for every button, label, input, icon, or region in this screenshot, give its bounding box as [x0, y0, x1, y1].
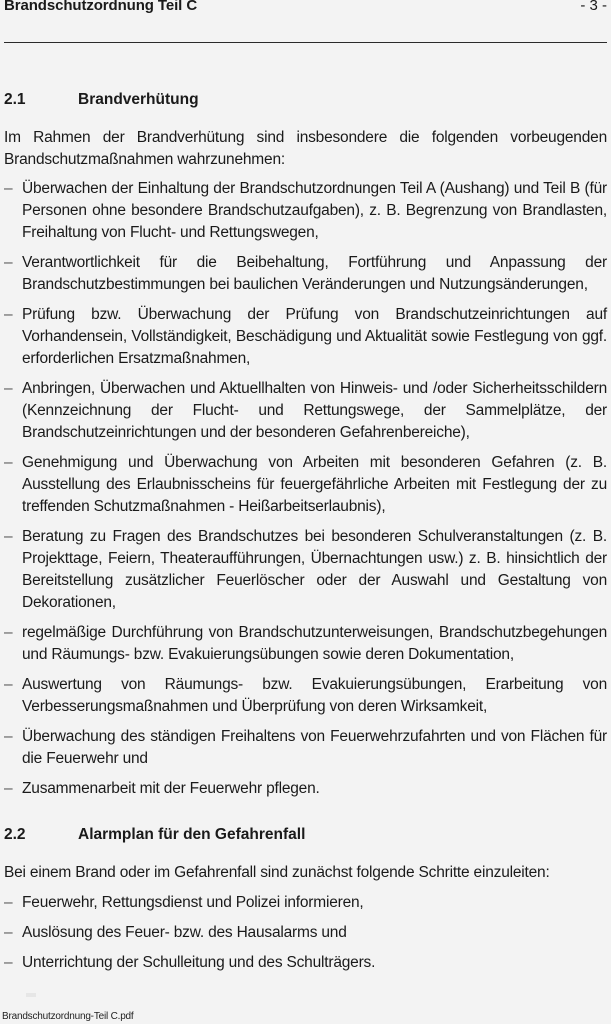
section-number: 2.1 — [4, 91, 26, 108]
list-item: – Anbringen, Überwachen und Aktuellhalten von Hinweis- und /oder Sicherheitsschildern (Kennzeichnung der Flucht- und Rettungswege, der Sammelplätze, der Brandschutzeinrichtungen und der besonderen Gefahrenbereiche), — [4, 380, 607, 441]
section-1-list — [4, 178, 607, 808]
dash-bullet-icon: – — [4, 624, 13, 641]
footer-mark — [26, 993, 36, 997]
dash-bullet-icon: – — [4, 380, 13, 397]
dash-bullet-icon: – — [4, 254, 13, 271]
list-item: – Überwachen der Einhaltung der Brandschutzordnungen Teil A (Aushang) und Teil B (für Personen ohne besondere Brandschutzaufgaben), z. B. Begrenzung von Brandlasten, Freihaltung von Flucht- und Rettungswegen, — [4, 180, 607, 241]
dash-bullet-icon: – — [4, 528, 13, 545]
section-2-list — [4, 892, 607, 982]
dash-bullet-icon: – — [4, 728, 13, 745]
section-number: 2.2 — [4, 826, 26, 843]
dash-bullet-icon: – — [4, 780, 13, 797]
dash-bullet-icon: – — [4, 676, 13, 693]
list-item: – Prüfung bzw. Überwachung der Prüfung von Brandschutzeinrichtungen auf Vorhandensein, Vollständigkeit, Beschädigung und Aktualität sowie Festlegung von ggf. erforderlichen Ersatzmaßnahmen, — [4, 306, 607, 367]
section-title: Brandverhütung — [78, 91, 199, 108]
footer-filename: Brandschutzordnung-Teil C.pdf — [2, 1011, 134, 1022]
section-1-intro: Im Rahmen der Brandverhütung sind insbesondere die folgenden vorbeugenden Brandschutzmaßnahmen wahrzunehmen: — [4, 129, 607, 168]
list-item: – Beratung zu Fragen des Brandschutzes bei besonderen Schulveranstaltungen (z. B. Projekttage, Feiern, Theateraufführungen, Übernachtungen usw.) z. B. hinsichtlich der Bereitstellung zusätzlicher Feuerlöscher oder der Auswahl und Gestaltung von Dekorationen, — [4, 528, 607, 611]
list-item: – Zusammenarbeit mit der Feuerwehr pflegen. — [4, 778, 607, 800]
list-item: – Verantwortlichkeit für die Beibehaltung, Fortführung und Anpassung der Brandschutzbestimmungen bei baulichen Veränderungen und Nutzungsänderungen, — [4, 254, 607, 293]
list-item: – Überwachung des ständigen Freihaltens von Feuerwehrzufahrten und von Flächen für die Feuerwehr und — [4, 728, 607, 767]
list-item: – Unterrichtung der Schulleitung und des Schulträgers. — [4, 952, 607, 974]
dash-bullet-icon: – — [4, 954, 13, 971]
header-rule — [4, 42, 607, 43]
list-item: – Feuerwehr, Rettungsdienst und Polizei informieren, — [4, 892, 607, 914]
page-number: - 3 - — [580, 0, 607, 14]
header-title: Brandschutzordnung Teil C — [4, 0, 198, 14]
section-2-intro: Bei einem Brand oder im Gefahrenfall sind zunächst folgende Schritte einzuleiten: — [4, 864, 550, 881]
section-title: Alarmplan für den Gefahrenfall — [78, 826, 306, 843]
list-item: – Genehmigung und Überwachung von Arbeiten mit besonderen Gefahren (z. B. Ausstellung des Erlaubnisscheins für feuergefährliche Arbeiten mit Festlegung der zu treffenden Schutzmaßnahmen - Heißarbeitserlaubnis), — [4, 454, 607, 515]
dash-bullet-icon: – — [4, 454, 13, 471]
list-item: – Auslösung des Feuer- bzw. des Hausalarms und — [4, 922, 607, 944]
list-item: – regelmäßige Durchführung von Brandschutzunterweisungen, Brandschutzbegehungen und Räumungs- bzw. Evakuierungsübungen sowie deren Dokumentation, — [4, 624, 607, 663]
dash-bullet-icon: – — [4, 180, 13, 197]
dash-bullet-icon: – — [4, 894, 13, 911]
section-heading-2-2 — [4, 826, 305, 844]
section-heading-2-1 — [4, 91, 199, 109]
dash-bullet-icon: – — [4, 306, 13, 323]
page-header — [4, 0, 607, 16]
dash-bullet-icon: – — [4, 924, 13, 941]
list-item: – Auswertung von Räumungs- bzw. Evakuierungsübungen, Erarbeitung von Verbesserungsmaßnahmen und Überprüfung von deren Wirksamkeit, — [4, 676, 607, 715]
